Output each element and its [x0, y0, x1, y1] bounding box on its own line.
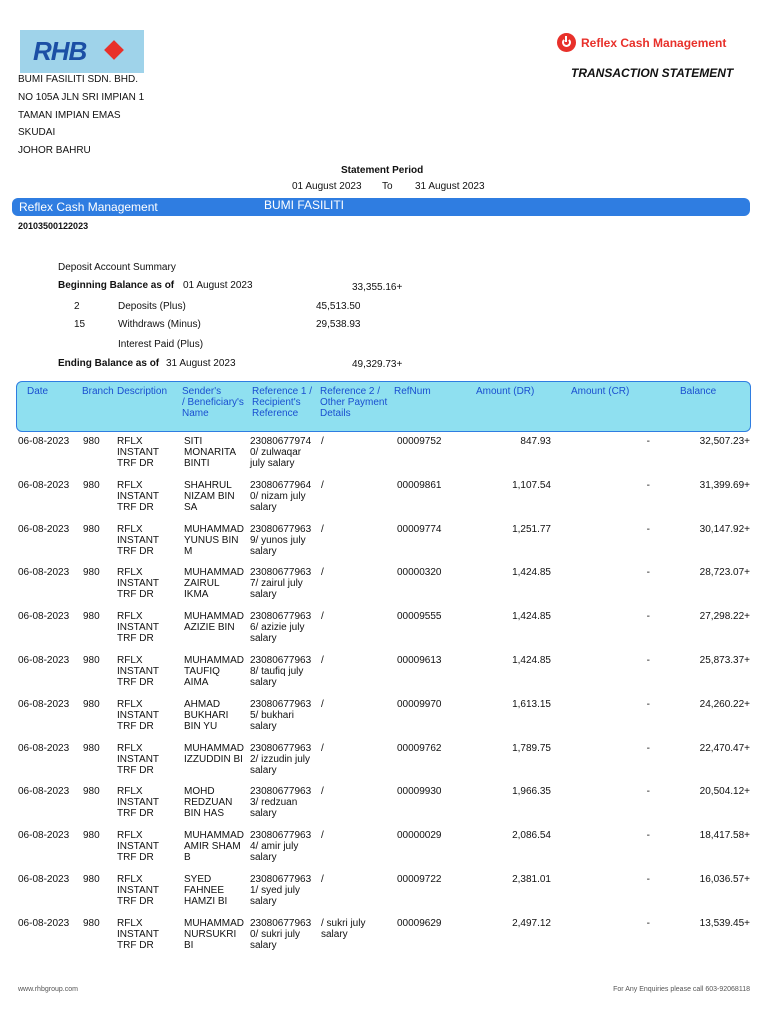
cell-date: 06-08-2023 — [18, 523, 70, 535]
beginning-date: 01 August 2023 — [183, 280, 253, 291]
cell-ref1-line: 23080677963 — [250, 611, 312, 623]
cell-description-line: RFLX — [117, 830, 143, 842]
account-bar-name: BUMI FASILITI — [264, 198, 345, 212]
th-ref2-line: Reference 2 / — [320, 386, 381, 397]
cell-balance: 18,417.58+ — [699, 830, 750, 842]
cell-ref2-line: / — [321, 655, 324, 666]
footer-enquiries: For Any Enquiries please call 603-92068118 — [613, 986, 750, 993]
th-ref1-line: Reference 1 / — [252, 386, 313, 397]
cell-amount-cr: - — [646, 874, 650, 885]
cell-ref1-line: 0/ zulwaqar — [250, 447, 302, 458]
cell-sender-line: AIMA — [184, 677, 209, 688]
withdraws-value: 29,538.93 — [316, 319, 361, 330]
cell-sender-line: IZZUDDIN BI — [184, 753, 243, 765]
cell-ref2 — [321, 918, 365, 940]
cell-sender-line: NIZAM BIN — [184, 490, 235, 502]
cell-ref1-line: salary — [250, 501, 277, 513]
cell-ref1-line: 3/ redzuan — [250, 797, 298, 809]
cell-ref1-line: 0/ nizam july — [250, 490, 306, 502]
cell-sender — [184, 480, 235, 513]
cell-refnum: 00009555 — [397, 611, 442, 623]
period-to: 31 August 2023 — [415, 181, 485, 192]
th-ref2-line: Other Payment — [320, 397, 388, 408]
cell-balance: 22,470.47+ — [699, 742, 750, 754]
beginning-label: Beginning Balance as of — [58, 280, 175, 291]
th-ref1 — [252, 386, 312, 419]
cell-sender-line: TAUFIQ — [184, 666, 220, 677]
cell-sender-line: MONARITA — [184, 447, 237, 458]
cell-date: 06-08-2023 — [18, 479, 70, 491]
cell-ref1 — [250, 699, 311, 732]
th-branch: Branch — [82, 386, 114, 397]
cell-sender-line: AMIR SHAM — [184, 841, 241, 853]
th-ref2-line: Details — [320, 408, 351, 419]
th-sender-line: / Beneficiary's — [182, 397, 244, 408]
cell-description-line: TRF DR — [117, 808, 154, 820]
cell-sender — [184, 743, 244, 765]
cell-balance: 27,298.22+ — [699, 611, 750, 623]
cell-date: 06-08-2023 — [18, 567, 70, 579]
logo-text: RHB — [33, 36, 87, 66]
cell-amount-dr: 1,966.35 — [512, 786, 551, 798]
cell-ref2-line: / sukri july — [321, 917, 366, 929]
cell-sender-line: HAMZI BI — [184, 896, 228, 907]
cell-description — [117, 524, 159, 557]
cell-description-line: RFLX — [117, 567, 143, 579]
cell-branch: 980 — [83, 436, 100, 447]
cell-ref1 — [250, 830, 311, 863]
cell-ref1 — [250, 918, 311, 951]
cell-date: 06-08-2023 — [18, 742, 70, 754]
cell-description-line: TRF DR — [117, 852, 154, 864]
th-ref1-line: Recipient's — [252, 397, 301, 408]
cell-description-line: TRF DR — [117, 720, 154, 732]
cell-sender-line: FAHNEE — [184, 885, 225, 896]
cell-sender-line: AHMAD — [184, 698, 221, 710]
cell-sender-line: MUHAMMAD — [184, 917, 244, 929]
cell-ref2-line: salary — [321, 928, 348, 940]
cell-ref1 — [250, 874, 311, 907]
cell-refnum: 00009970 — [397, 698, 442, 710]
th-date: Date — [27, 386, 49, 397]
cell-description-line: RFLX — [117, 611, 143, 623]
cell-refnum: 00000320 — [397, 567, 442, 579]
cell-amount-cr: - — [646, 611, 650, 623]
document-title: TRANSACTION STATEMENT — [571, 66, 734, 80]
ending-value: 49,329.73+ — [352, 359, 403, 370]
cell-ref2-line: / — [321, 567, 324, 579]
footer-website: www.rhbgroup.com — [18, 986, 78, 993]
cell-branch: 980 — [83, 742, 100, 754]
cell-description — [117, 567, 159, 600]
cell-ref1-line: 4/ amir july — [250, 841, 299, 853]
cell-amount-dr: 1,107.54 — [512, 479, 551, 491]
cell-amount-cr: - — [646, 830, 650, 842]
cell-description-line: TRF DR — [117, 501, 154, 513]
cell-refnum: 00009930 — [397, 786, 442, 798]
cell-sender — [184, 874, 227, 907]
cell-description-line: TRF DR — [117, 896, 154, 907]
cell-ref1-line: salary — [250, 545, 277, 557]
cell-description-line: INSTANT — [117, 709, 160, 721]
account-bar — [12, 198, 750, 216]
cell-sender-line: MUHAMMAD — [184, 742, 244, 754]
cell-balance: 31,399.69+ — [699, 479, 750, 491]
cell-amount-dr: 1,251.77 — [512, 523, 551, 535]
cell-sender-line: AZIZIE BIN — [184, 622, 235, 634]
cell-description-line: INSTANT — [117, 753, 160, 765]
cell-sender-line: MOHD — [184, 786, 215, 798]
cell-ref1-line: salary — [250, 677, 277, 688]
cell-amount-dr: 2,381.01 — [512, 874, 551, 885]
cell-ref1-line: 1/ syed july — [250, 885, 301, 896]
cell-sender — [184, 918, 244, 951]
cell-branch: 980 — [83, 567, 100, 579]
cell-branch: 980 — [83, 874, 100, 885]
cell-ref1 — [250, 655, 311, 688]
cell-ref1-line: 23080677963 — [250, 830, 312, 842]
cell-ref2 — [321, 874, 324, 885]
cell-date: 06-08-2023 — [18, 874, 70, 885]
cell-description — [117, 830, 159, 863]
cell-refnum: 00009613 — [397, 655, 442, 666]
th-ref2 — [320, 386, 387, 419]
cell-sender-line: MUHAMMAD — [184, 523, 244, 535]
address-line-5: JOHOR BAHRU — [18, 145, 91, 156]
cell-ref2-line: / — [321, 786, 324, 798]
cell-balance: 24,260.22+ — [699, 698, 750, 710]
cell-ref2 — [321, 699, 324, 710]
th-ref1-line: Reference — [252, 408, 299, 419]
cell-description-line: TRF DR — [117, 458, 154, 469]
cell-refnum: 00009752 — [397, 436, 442, 447]
cell-sender-line: IKMA — [184, 589, 209, 601]
cell-amount-dr: 1,613.15 — [512, 698, 551, 710]
cell-description-line: INSTANT — [117, 797, 160, 809]
cell-ref1-line: salary — [250, 896, 277, 907]
cell-ref2-line: / — [321, 611, 324, 623]
cell-refnum: 00009861 — [397, 479, 442, 491]
cell-amount-cr: - — [646, 436, 650, 447]
cell-ref2-line: / — [321, 742, 324, 754]
cell-ref1-line: 9/ yunos july — [250, 534, 306, 546]
cell-ref1-line: 23080677974 — [250, 436, 312, 447]
cell-ref1-line: 23080677963 — [250, 567, 312, 579]
cell-sender-line: B — [184, 852, 191, 864]
cell-date: 06-08-2023 — [18, 611, 70, 623]
deposits-value: 45,513.50 — [316, 301, 361, 312]
cell-description-line: INSTANT — [117, 622, 160, 634]
cell-ref1-line: 23080677963 — [250, 523, 312, 535]
cell-ref1-line: 23080677964 — [250, 479, 312, 491]
cell-sender-line: MUHAMMAD — [184, 830, 244, 842]
cell-sender — [184, 786, 232, 819]
cell-description-line: INSTANT — [117, 578, 160, 590]
cell-sender-line: SITI — [184, 436, 203, 447]
cell-ref2 — [321, 655, 324, 666]
cell-sender — [184, 655, 244, 688]
th-amount-cr: Amount (CR) — [571, 386, 630, 397]
cell-refnum: 00009774 — [397, 523, 442, 535]
cell-description — [117, 918, 159, 951]
cell-sender — [184, 830, 244, 863]
cell-ref1-line: 23080677963 — [250, 917, 312, 929]
cell-ref1-line: 23080677963 — [250, 874, 312, 885]
cell-description-line: RFLX — [117, 655, 143, 666]
cell-description — [117, 655, 159, 688]
cell-ref1 — [250, 611, 311, 644]
cell-sender-line: REDZUAN — [184, 797, 233, 809]
th-sender — [182, 386, 244, 419]
cell-date: 06-08-2023 — [18, 698, 70, 710]
cell-refnum: 00009629 — [397, 917, 442, 929]
statement-period-label: Statement Period — [341, 165, 424, 176]
cell-description-line: RFLX — [117, 436, 143, 447]
cell-description-line: INSTANT — [117, 885, 160, 896]
period-from: 01 August 2023 — [292, 181, 362, 192]
cell-ref2 — [321, 524, 324, 535]
cell-description-line: RFLX — [117, 917, 143, 929]
cell-amount-dr: 1,424.85 — [512, 655, 551, 666]
address-line-1: BUMI FASILITI SDN. BHD. — [18, 74, 139, 85]
cell-sender-line: BIN YU — [184, 720, 218, 732]
cell-ref2-line: / — [321, 698, 324, 710]
cell-sender-line: SYED — [184, 874, 212, 885]
cell-description-line: INSTANT — [117, 841, 160, 853]
cell-amount-cr: - — [646, 698, 650, 710]
th-balance: Balance — [680, 386, 717, 397]
cell-amount-cr: - — [646, 917, 650, 929]
cell-branch: 980 — [83, 523, 100, 535]
cell-ref1-line: july salary — [250, 458, 295, 469]
withdraws-label: Withdraws (Minus) — [118, 319, 201, 330]
cell-date: 06-08-2023 — [18, 436, 70, 447]
cell-description — [117, 743, 159, 776]
cell-ref1-line: salary — [250, 633, 277, 645]
cell-date: 06-08-2023 — [18, 917, 70, 929]
cell-description-line: RFLX — [117, 479, 143, 491]
cell-description-line: INSTANT — [117, 534, 160, 546]
beginning-value: 33,355.16+ — [352, 282, 403, 293]
cell-description-line: RFLX — [117, 698, 143, 710]
cell-refnum: 00000029 — [397, 830, 442, 842]
interest-label: Interest Paid (Plus) — [118, 339, 204, 350]
cell-date: 06-08-2023 — [18, 655, 70, 666]
cell-description — [117, 480, 159, 513]
cell-amount-dr: 2,086.54 — [512, 830, 551, 842]
cell-balance: 13,539.45+ — [699, 917, 750, 929]
cell-ref2 — [321, 743, 324, 754]
cell-ref1-line: 8/ taufiq july — [250, 666, 304, 677]
account-bar-product: Reflex Cash Management — [19, 200, 158, 214]
cell-description-line: TRF DR — [117, 764, 154, 776]
cell-balance: 16,036.57+ — [699, 874, 750, 885]
cell-balance: 30,147.92+ — [699, 523, 750, 535]
cell-ref1-line: salary — [250, 939, 277, 951]
cell-ref1-line: salary — [250, 808, 277, 820]
cell-branch: 980 — [83, 786, 100, 798]
cell-amount-cr: - — [646, 655, 650, 666]
cell-description — [117, 874, 159, 907]
cell-ref1 — [250, 743, 311, 776]
cell-ref2 — [321, 786, 324, 797]
cell-branch: 980 — [83, 655, 100, 666]
table-header — [16, 381, 751, 432]
address-line-4: SKUDAI — [18, 127, 56, 138]
cell-ref2-line: / — [321, 830, 324, 842]
cell-ref2-line: / — [321, 436, 324, 447]
cell-ref1 — [250, 567, 311, 600]
cell-balance: 28,723.07+ — [699, 567, 750, 579]
cell-sender-line: MUHAMMAD — [184, 567, 244, 579]
cell-sender-line: M — [184, 545, 193, 557]
cell-ref2 — [321, 436, 324, 447]
cell-amount-dr: 1,424.85 — [512, 611, 551, 623]
cell-refnum: 00009722 — [397, 874, 442, 885]
cell-branch: 980 — [83, 611, 100, 623]
cell-ref1-line: 23080677963 — [250, 698, 312, 710]
cell-ref2-line: / — [321, 523, 324, 535]
cell-description-line: INSTANT — [117, 447, 160, 458]
summary-title: Deposit Account Summary — [58, 262, 176, 273]
cell-ref2 — [321, 611, 324, 622]
cell-refnum: 00009762 — [397, 742, 442, 754]
logo-diamond-icon — [104, 40, 124, 60]
cell-ref1 — [250, 786, 311, 819]
cell-amount-cr: - — [646, 786, 650, 798]
cell-ref1-line: 2/ izzudin july — [250, 753, 311, 765]
cell-ref2 — [321, 830, 324, 841]
cell-sender-line: BINTI — [184, 458, 210, 469]
cell-ref2 — [321, 567, 324, 578]
cell-sender-line: NURSUKRI — [184, 928, 237, 940]
cell-ref1-line: 0/ sukri july — [250, 928, 301, 940]
cell-description — [117, 436, 159, 469]
cell-description-line: TRF DR — [117, 545, 154, 557]
cell-description — [117, 699, 159, 732]
period-to-label: To — [382, 181, 393, 192]
cell-amount-dr: 2,497.12 — [512, 917, 551, 929]
cell-sender-line: BUKHARI — [184, 709, 229, 721]
cell-ref2 — [321, 480, 324, 491]
address-line-2: NO 105A JLN SRI IMPIAN 1 — [18, 92, 145, 103]
cell-date: 06-08-2023 — [18, 786, 70, 798]
cell-ref1-line: 5/ bukhari — [250, 709, 294, 721]
cell-branch: 980 — [83, 917, 100, 929]
cell-ref1-line: salary — [250, 589, 277, 601]
cell-sender — [184, 436, 236, 469]
cell-description-line: TRF DR — [117, 589, 154, 601]
ending-date: 31 August 2023 — [166, 358, 236, 369]
cell-branch: 980 — [83, 830, 100, 842]
withdraws-count: 15 — [74, 319, 86, 330]
cell-sender — [184, 524, 244, 557]
cell-description-line: TRF DR — [117, 939, 154, 951]
cell-ref1-line: 6/ azizie july — [250, 622, 305, 634]
cell-sender-line: SA — [184, 501, 198, 513]
cell-date: 06-08-2023 — [18, 830, 70, 842]
cell-sender — [184, 567, 244, 600]
address-line-3: TAMAN IMPIAN EMAS — [18, 110, 121, 121]
cell-description-line: TRF DR — [117, 677, 154, 688]
cell-description — [117, 786, 159, 819]
cell-sender-line: MUHAMMAD — [184, 611, 244, 623]
cell-amount-cr: - — [646, 523, 650, 535]
cell-amount-dr: 847.93 — [520, 436, 551, 447]
cell-balance: 32,507.23+ — [699, 436, 750, 447]
cell-ref1-line: salary — [250, 852, 277, 864]
cell-sender-line: ZAIRUL — [184, 578, 220, 590]
cell-description-line: RFLX — [117, 742, 143, 754]
cell-amount-dr: 1,424.85 — [512, 567, 551, 579]
cell-balance: 20,504.12+ — [699, 786, 750, 798]
cell-ref2-line: / — [321, 479, 324, 491]
account-number: 20103500122023 — [18, 221, 89, 231]
cell-amount-cr: - — [646, 479, 650, 491]
cell-ref1 — [250, 480, 311, 513]
cell-ref2-line: / — [321, 874, 324, 885]
cell-amount-cr: - — [646, 742, 650, 754]
cell-description-line: RFLX — [117, 786, 143, 798]
cell-ref1 — [250, 436, 311, 469]
deposits-label: Deposits (Plus) — [118, 301, 186, 312]
th-amount-dr: Amount (DR) — [476, 386, 535, 397]
rhb-logo — [20, 30, 144, 73]
th-sender-line: Name — [182, 408, 209, 419]
cell-sender-line: MUHAMMAD — [184, 655, 244, 666]
cell-ref1-line: 7/ zairul july — [250, 578, 303, 590]
cell-balance: 25,873.37+ — [699, 655, 750, 666]
th-sender-line: Sender's — [182, 386, 222, 397]
cell-amount-cr: - — [646, 567, 650, 579]
cell-sender-line: SHAHRUL — [184, 479, 232, 491]
cell-description-line: INSTANT — [117, 490, 160, 502]
th-description: Description — [117, 386, 168, 397]
cell-sender — [184, 699, 228, 732]
cell-ref1-line: 23080677963 — [250, 786, 312, 798]
ending-label: Ending Balance as of — [58, 358, 160, 369]
cell-description — [117, 611, 159, 644]
cell-description-line: TRF DR — [117, 633, 154, 645]
cell-amount-dr: 1,789.75 — [512, 742, 551, 754]
cell-description-line: INSTANT — [117, 666, 160, 677]
cell-description-line: RFLX — [117, 523, 143, 535]
cell-description-line: RFLX — [117, 874, 143, 885]
cell-description-line: INSTANT — [117, 928, 160, 940]
cell-sender-line: BIN HAS — [184, 808, 225, 820]
reflex-brand — [557, 33, 726, 52]
reflex-brand-text: Reflex Cash Management — [581, 35, 727, 50]
cell-sender-line: YUNUS BIN — [184, 534, 239, 546]
cell-branch: 980 — [83, 698, 100, 710]
cell-branch: 980 — [83, 479, 100, 491]
deposits-count: 2 — [74, 301, 80, 312]
cell-sender-line: BI — [184, 939, 194, 951]
th-refnum: RefNum — [394, 386, 431, 397]
power-icon — [557, 33, 576, 52]
cell-ref1 — [250, 524, 311, 557]
cell-sender — [184, 611, 244, 633]
cell-ref1-line: 23080677963 — [250, 655, 312, 666]
cell-ref1-line: salary — [250, 764, 277, 776]
cell-ref1-line: salary — [250, 720, 277, 732]
cell-ref1-line: 23080677963 — [250, 742, 312, 754]
